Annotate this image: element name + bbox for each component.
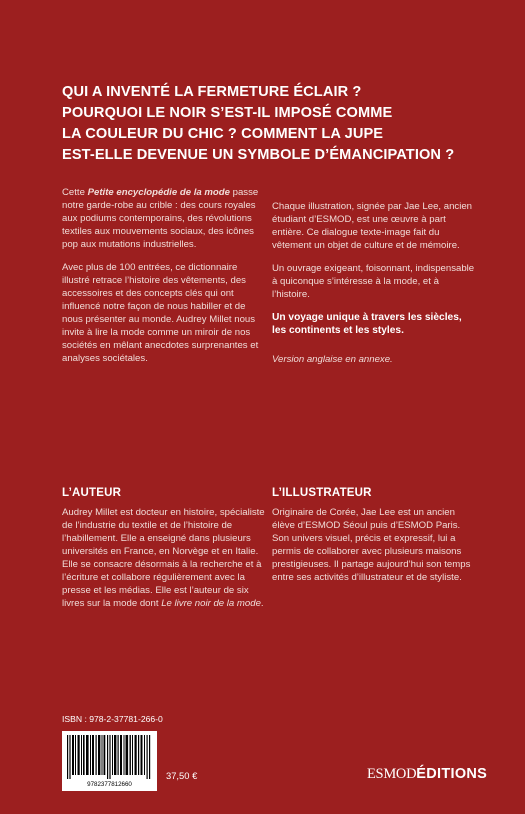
- publisher-logo: [367, 765, 487, 783]
- book-title: Petite encyclopédie de la mode: [87, 187, 230, 198]
- publisher-logo-part1: ESMOD: [367, 766, 417, 782]
- isbn-label: ISBN : 978-2-37781-266-0: [62, 714, 163, 724]
- headline-line-3: LA COULEUR DU CHIC ? COMMENT LA JUPE: [62, 126, 384, 142]
- price: 37,50 €: [166, 770, 198, 781]
- author-heading: L’AUTEUR: [62, 487, 122, 499]
- headline-line-2: POURQUOI LE NOIR S’EST-IL IMPOSÉ COMME: [62, 105, 393, 121]
- description-left-column: [62, 186, 264, 375]
- intro-paragraph: Cette Petite encyclopédie de la mode passe notre garde-robe au crible : des cours royales aux podiums contemporains, des révolutions textiles aux mouvements sociaux, des icônes pop aux mutations industrielles.: [62, 187, 259, 250]
- illustrator-heading: L’ILLUSTRATEUR: [272, 487, 372, 499]
- english-version-note: Version anglaise en annexe.: [272, 354, 393, 365]
- summary-paragraph: Avec plus de 100 entrées, ce dictionnaire illustré retrace l’histoire des vêtements, des accessoires et des concepts clés qui ont influencé notre façon de nous habiller et de nous présenter au monde. Audrey Millet nous invite à lire la mode comme un miroir de nos sociétés en mêlant anecdotes surprenantes et analyses sociétales.: [62, 262, 259, 364]
- publisher-logo-part2: ÉDITIONS: [416, 766, 488, 782]
- barcode-number: 9782377812660: [87, 781, 132, 788]
- barcode: [62, 731, 157, 791]
- description-right-column: [272, 200, 475, 347]
- headline-line-1: QUI A INVENTÉ LA FERMETURE ÉCLAIR ?: [62, 84, 362, 100]
- headline-line-4: EST-ELLE DEVENUE UN SYMBOLE D’ÉMANCIPATION ?: [62, 147, 455, 163]
- author-book-title: Le livre noir de la mode: [161, 598, 261, 609]
- illustrator-bio: Originaire de Corée, Jae Lee est un ancien élève d’ESMOD Séoul puis d’ESMOD Paris. Son univers visuel, précis et expressif, lui a permis de collaborer avec plusieurs maisons prestigieuses. Il partage aujourd’hui son temps entre ses activités d’illustrateur et de styliste.: [272, 507, 471, 583]
- illustration-paragraph: Chaque illustration, signée par Jae Lee, ancien étudiant d’ESMOD, est une œuvre à part entière. Ce dialogue texte-image fait du vêtement un objet de culture et de mémoire.: [272, 201, 473, 251]
- barcode-bars: [67, 735, 152, 779]
- back-cover-headline: [62, 82, 482, 166]
- audience-paragraph: Un ouvrage exigeant, foisonnant, indispensable à quiconque s’intéresse à la mode, et à l’histoire.: [272, 263, 475, 300]
- tagline: Un voyage unique à travers les siècles, les continents et les styles.: [272, 312, 462, 336]
- author-bio: Audrey Millet est docteur en histoire, spécialiste de l’industrie du textile et de l’histoire de l’habillement. Elle a enseigné dans plusieurs universités en France, en Norvège et en Italie. Elle se consacre désormais à la recherche et à l’écriture et collabore régulièrement avec la presse et les médias. Elle est l’auteur de six livres sur la mode dont Le livre noir de la mode.: [62, 507, 265, 609]
